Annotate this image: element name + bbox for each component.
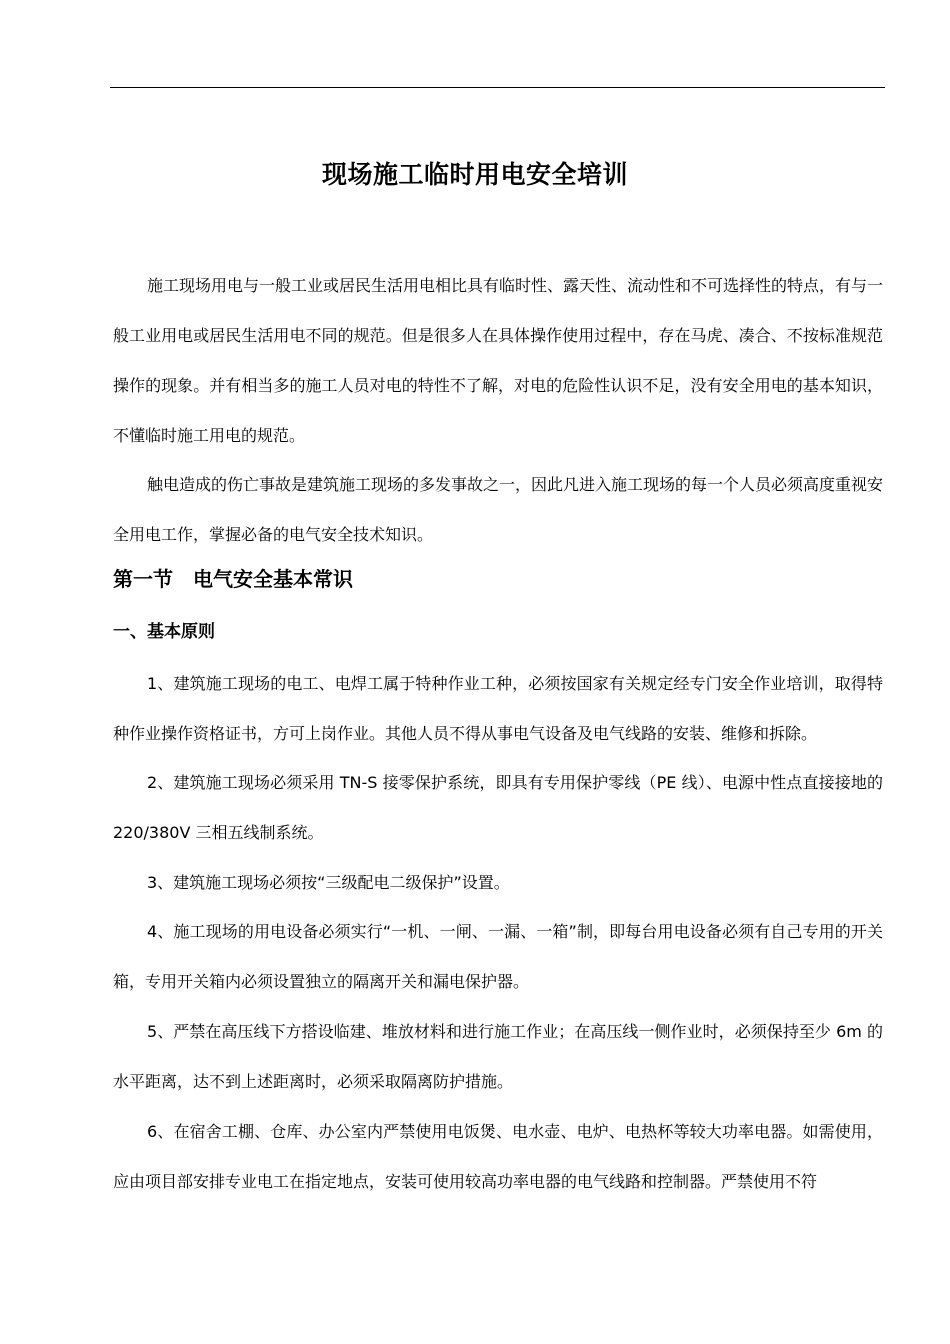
rule-item-5: 5、严禁在高压线下方搭设临建、堆放材料和进行施工作业；在高压线一侧作业时，必须保持至少 6m 的水平距离，达不到上述距离时，必须采取隔离防护措施。 (113, 1022, 883, 1091)
document-title: 现场施工临时用电安全培训 (321, 160, 628, 189)
section-heading: 第一节 电气安全基本常识 (113, 567, 353, 591)
rule-item-1: 1、建筑施工现场的电工、电焊工属于特种作业工种，必须按国家有关规定经专门安全作业培训，取得特种作业操作资格证书，方可上岗作业。其他人员不得从事电气设备及电气线路的安装、维修和拆除。 (113, 674, 883, 743)
subsection-heading: 一、基本原则 (113, 622, 215, 642)
intro-paragraph-1: 施工现场用电与一般工业或居民生活用电相比具有临时性、露天性、流动性和不可选择性的特点，有与一般工业用电或居民生活用电不同的规范。但是很多人在具体操作使用过程中，存在马虎、凑合、不按标准规范操作的现象。并有相当多的施工人员对电的特性不了解，对电的危险性认识不足，没有安全用电的基本知识，不懂临时施工用电的规范。 (113, 276, 884, 445)
intro-paragraph-2: 触电造成的伤亡事故是建筑施工现场的多发事故之一，因此凡进入施工现场的每一个人员必须高度重视安全用电工作，掌握必备的电气安全技术知识。 (113, 475, 884, 544)
rule-item-6: 6、在宿舍工棚、仓库、办公室内严禁使用电饭煲、电水壶、电炉、电热杯等较大功率电器。如需使用，应由项目部安排专业电工在指定地点，安装可使用较高功率电器的电气线路和控制器。严禁使用不符 (113, 1122, 883, 1191)
rule-item-3: 3、建筑施工现场必须按“三级配电二级保护”设置。 (147, 873, 510, 892)
rule-item-2: 2、建筑施工现场必须采用 TN-S 接零保护系统，即具有专用保护零线（PE 线）、电源中性点直接接地的 220/380V 三相五线制系统。 (113, 773, 883, 842)
rule-item-4: 4、施工现场的用电设备必须实行“一机、一闸、一漏、一箱”制，即每台用电设备必须有自己专用的开关箱，专用开关箱内必须设置独立的隔离开关和漏电保护器。 (113, 922, 883, 991)
header-rule (110, 87, 885, 88)
